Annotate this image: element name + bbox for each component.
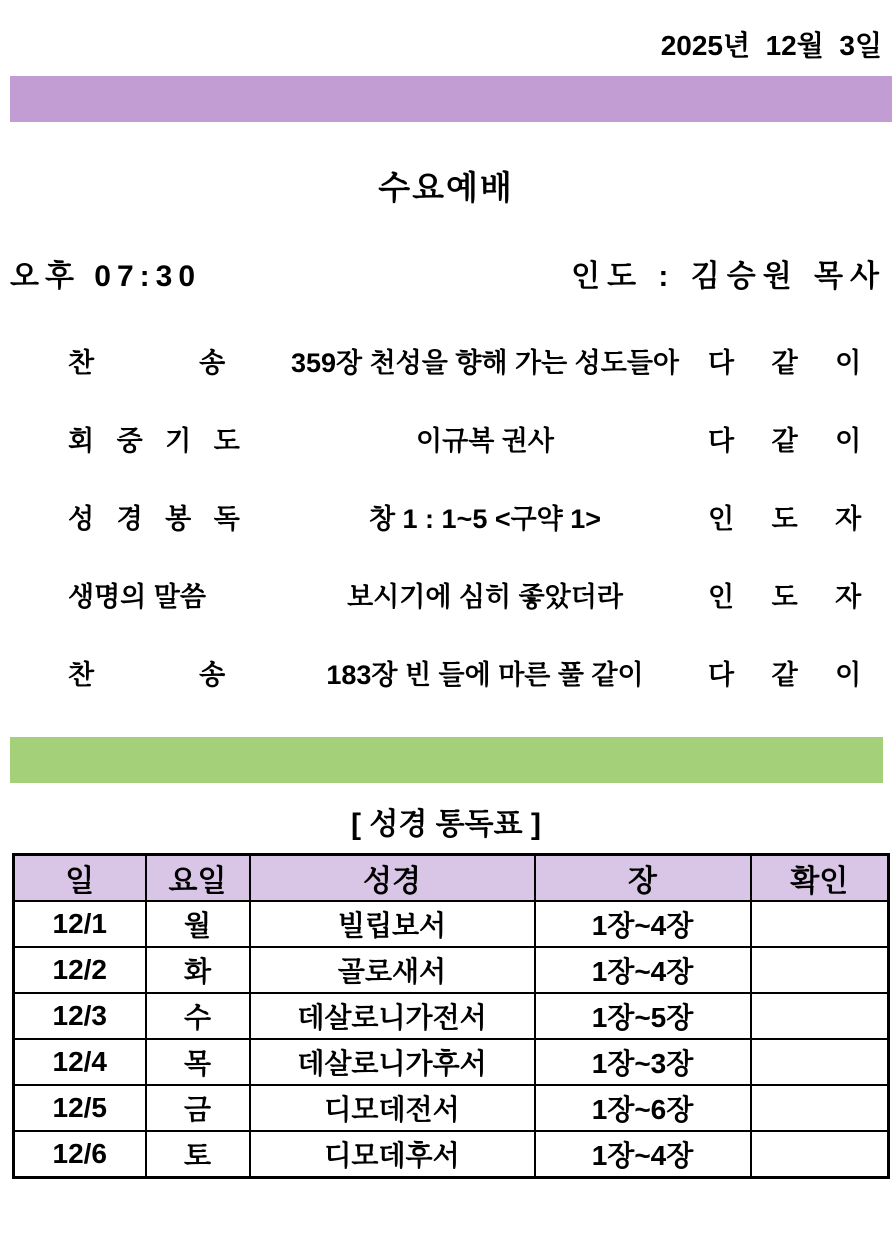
cell-weekday: 화 xyxy=(146,947,250,993)
cell-weekday: 월 xyxy=(146,901,250,947)
col-header-day: 일 xyxy=(14,855,146,902)
cell-weekday: 토 xyxy=(146,1131,250,1177)
service-time: 오후 07:30 xyxy=(10,260,202,293)
col-header-weekday: 요일 xyxy=(146,855,250,902)
service-item-label: 찬 송 xyxy=(68,347,226,378)
cell-check xyxy=(751,1039,889,1085)
col-header-check: 확인 xyxy=(751,855,889,902)
cell-check xyxy=(751,901,889,947)
service-item-performer: 인 도 자 xyxy=(708,581,862,612)
cell-day: 12/5 xyxy=(14,1085,146,1131)
cell-book: 데살로니가전서 xyxy=(250,993,535,1039)
service-meta-row xyxy=(0,251,892,295)
reading-plan-table xyxy=(12,853,890,1179)
cell-check xyxy=(751,993,889,1039)
service-item-label: 찬 송 xyxy=(68,659,226,690)
cell-book: 디모데전서 xyxy=(250,1085,535,1131)
service-title: 수요예배 xyxy=(378,169,514,206)
service-item-content: 창 1 : 1~5 <구약 1> xyxy=(368,503,602,534)
service-item-label: 생명의 말씀 xyxy=(68,581,206,612)
cell-weekday: 금 xyxy=(146,1085,250,1131)
col-header-chapters: 장 xyxy=(535,855,751,902)
cell-day: 12/2 xyxy=(14,947,146,993)
table-row xyxy=(14,1085,889,1131)
service-item-performer: 다 같 이 xyxy=(708,347,862,378)
cell-day: 12/1 xyxy=(14,901,146,947)
service-leader: 인도 : 김승원 목사 xyxy=(571,260,886,293)
service-item-performer: 다 같 이 xyxy=(708,659,862,690)
reading-plan-title: [ 성경 통독표 ] xyxy=(351,808,541,841)
header-accent-bar xyxy=(10,76,892,122)
service-item-content: 이규복 권사 xyxy=(416,425,554,456)
table-row xyxy=(14,947,889,993)
table-header-row xyxy=(14,855,889,902)
cell-day: 12/4 xyxy=(14,1039,146,1085)
service-row-prayer xyxy=(0,399,892,477)
service-item-content: 183장 빈 들에 마른 풀 같이 xyxy=(326,659,644,690)
service-row-hymn-2 xyxy=(0,633,892,711)
col-header-book: 성경 xyxy=(250,855,535,902)
service-row-hymn-1 xyxy=(0,321,892,399)
service-item-performer: 인 도 자 xyxy=(708,503,862,534)
cell-check xyxy=(751,1131,889,1177)
service-item-content: 359장 천성을 향해 가는 성도들아 xyxy=(290,347,680,378)
cell-weekday: 수 xyxy=(146,993,250,1039)
cell-chapters: 1장~6장 xyxy=(535,1085,751,1131)
table-row xyxy=(14,1039,889,1085)
service-row-scripture xyxy=(0,477,892,555)
section-accent-bar xyxy=(10,737,883,783)
cell-book: 골로새서 xyxy=(250,947,535,993)
cell-day: 12/6 xyxy=(14,1131,146,1177)
service-order-list xyxy=(0,321,892,711)
cell-day: 12/3 xyxy=(14,993,146,1039)
cell-chapters: 1장~4장 xyxy=(535,1131,751,1177)
cell-book: 데살로니가후서 xyxy=(250,1039,535,1085)
document-date: 2025년 12월 3일 xyxy=(660,30,882,61)
service-item-label: 성 경 봉 독 xyxy=(68,503,240,534)
table-row xyxy=(14,993,889,1039)
cell-chapters: 1장~3장 xyxy=(535,1039,751,1085)
cell-book: 디모데후서 xyxy=(250,1131,535,1177)
cell-chapters: 1장~4장 xyxy=(535,947,751,993)
service-item-label: 회 중 기 도 xyxy=(68,425,240,456)
cell-chapters: 1장~4장 xyxy=(535,901,751,947)
cell-weekday: 목 xyxy=(146,1039,250,1085)
cell-chapters: 1장~5장 xyxy=(535,993,751,1039)
service-item-performer: 다 같 이 xyxy=(708,425,862,456)
cell-check xyxy=(751,1085,889,1131)
cell-book: 빌립보서 xyxy=(250,901,535,947)
service-row-message xyxy=(0,555,892,633)
cell-check xyxy=(751,947,889,993)
table-row xyxy=(14,901,889,947)
service-item-content: 보시기에 심히 좋았더라 xyxy=(347,581,623,612)
table-row xyxy=(14,1131,889,1177)
